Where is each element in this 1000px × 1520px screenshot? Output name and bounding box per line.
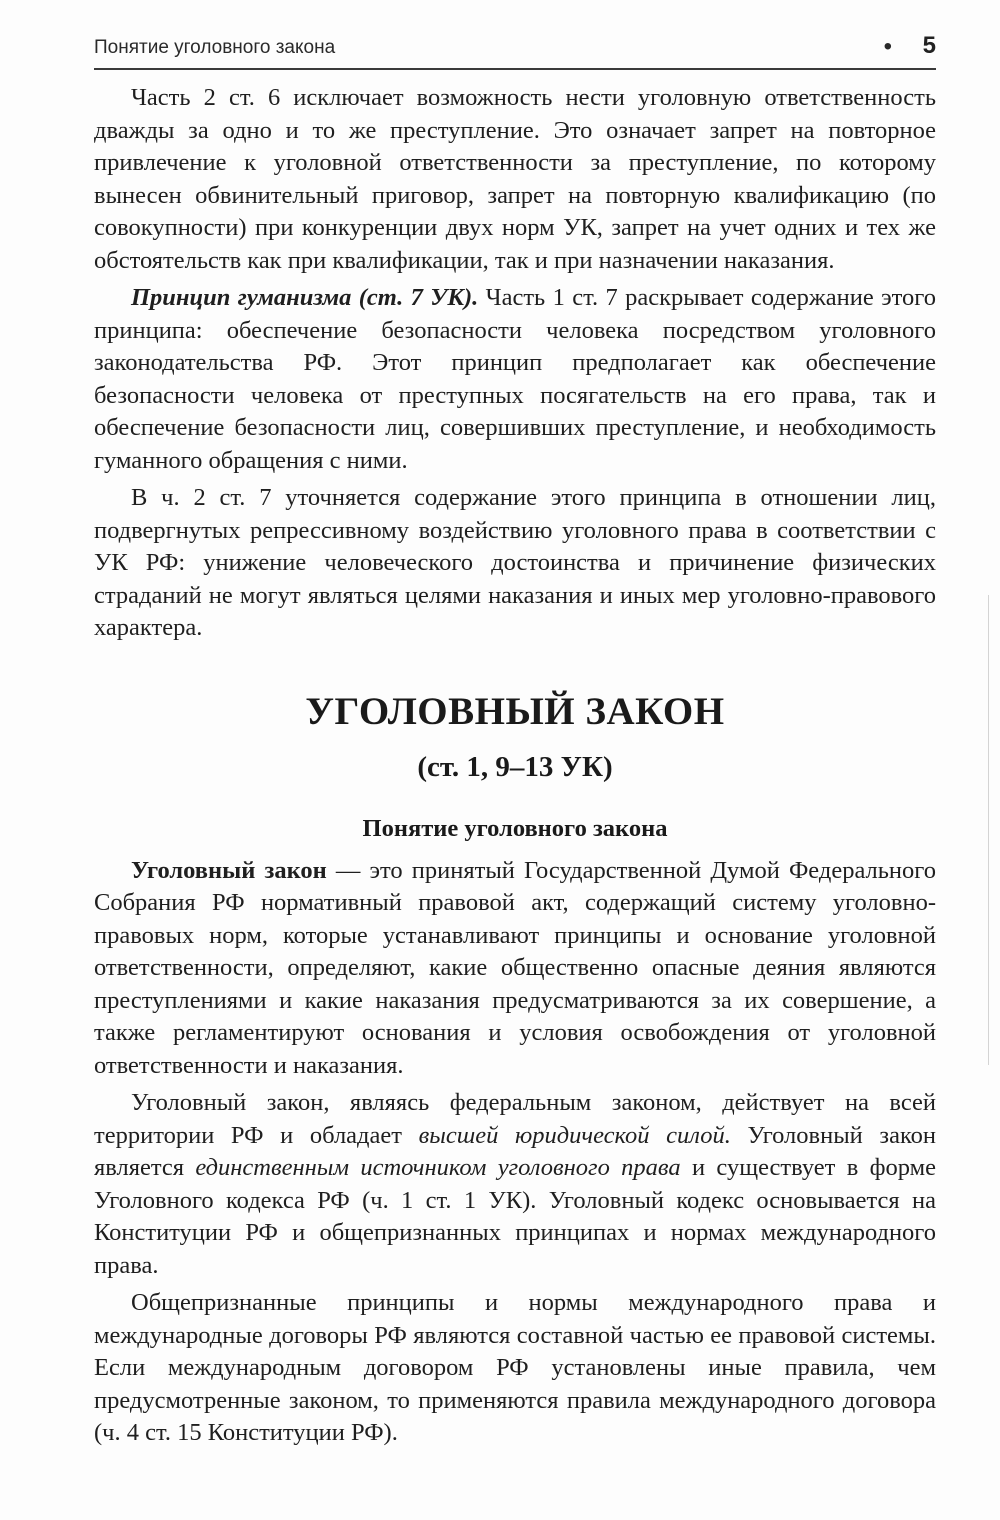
subsection-title: Понятие уголовного закона — [362, 814, 668, 842]
paragraph-text: — это принятый Государственной Думой Федерального Собрания РФ нормативный правовой акт, содержащий систему уголовно-правовых норм, которые устанавливают принципы и основание уголовной ответственности, определяют, какие общественно опасные деяния являются преступлениями и какие наказания предусматриваются за их совершение, а также регламентируют основания и условия освобождения от уголовной ответственности и наказания. — [94, 856, 936, 1079]
running-header — [94, 34, 936, 70]
paragraph-text: Часть 2 ст. 6 исключает возможность нести уголовную ответственность дважды за одно и то же преступление. Это означает запрет на повторное привлечение к уголовной ответственности за преступление, по которому вынесен обвинительный приговор, запрет на повторную квалификацию (по совокупности) при конкуренции двух норм УК, запрет на учет одних и тех же обстоятельств как при квалификации, так и при назначении наказания. — [94, 84, 936, 274]
paragraph-italic-term: высшей юридической силой. — [418, 1121, 731, 1149]
paragraph-criminal-law-force — [94, 1087, 936, 1282]
page-body — [94, 82, 936, 1455]
paragraph-double-jeopardy — [94, 82, 936, 277]
paragraph-text: и существует в форме Уголовного кодекса РФ (ч. 1 ст. 1 УК). Уголовный кодекс основывается на Конституции РФ и общепризнанных принципах и нормах международного права. — [94, 1154, 936, 1279]
header-bullet: • — [883, 33, 892, 60]
paragraph-italic-term: единственным источником уголовного права — [195, 1154, 681, 1181]
paragraph-humanism-principle — [94, 282, 936, 477]
paragraph-text: Часть 1 ст. 7 раскрывает содержание этого принципа: обеспечение безопасности человека посредством уголовного законодательства РФ. Этот принцип предполагает как обеспечение безопасности человека от преступных посягательств на его права, так и обеспечение безопасности лиц, совершивших преступление, и необходимость гуманного обращения с ними. — [94, 284, 936, 474]
paragraph-text: Уголовный закон, являясь федеральным законом, действует на всей территории РФ и обладает — [94, 1089, 936, 1149]
section-subtitle: (ст. 1, 9–13 УК) — [417, 750, 613, 783]
paragraph-text: В ч. 2 ст. 7 уточняется содержание этого принципа в отношении лиц, подвергнутых репрессивному воздействию уголовного права в соответствии с УК РФ: унижение человеческого достоинства и причинение физических страданий не могут являться целями наказания и иных мер уголовно-правового характера. — [94, 484, 936, 641]
paragraph-text: Уголовный закон является — [94, 1121, 936, 1181]
page-number: 5 — [922, 32, 936, 59]
section-title: УГОЛОВНЫЙ ЗАКОН — [305, 689, 725, 733]
paragraph-international-law — [94, 1287, 936, 1450]
paragraph-criminal-law-definition — [94, 855, 936, 1083]
paragraph-lead-term: Уголовный закон — [131, 856, 327, 884]
paragraph-text: Общепризнанные принципы и нормы международного права и международные договоры РФ являются составной частью ее правовой системы. Если международным договором РФ установлены иные правила, чем предусмотренные законом, то применяются правила международного договора (ч. 4 ст. 15 Конституции РФ). — [94, 1289, 936, 1446]
paragraph-lead-term: Принцип гуманизма (ст. 7 УК). — [131, 284, 479, 311]
running-title: Понятие уголовного закона — [94, 37, 336, 58]
paragraph-humanism-part2 — [94, 482, 936, 645]
page-edge-shadow — [988, 595, 989, 1065]
